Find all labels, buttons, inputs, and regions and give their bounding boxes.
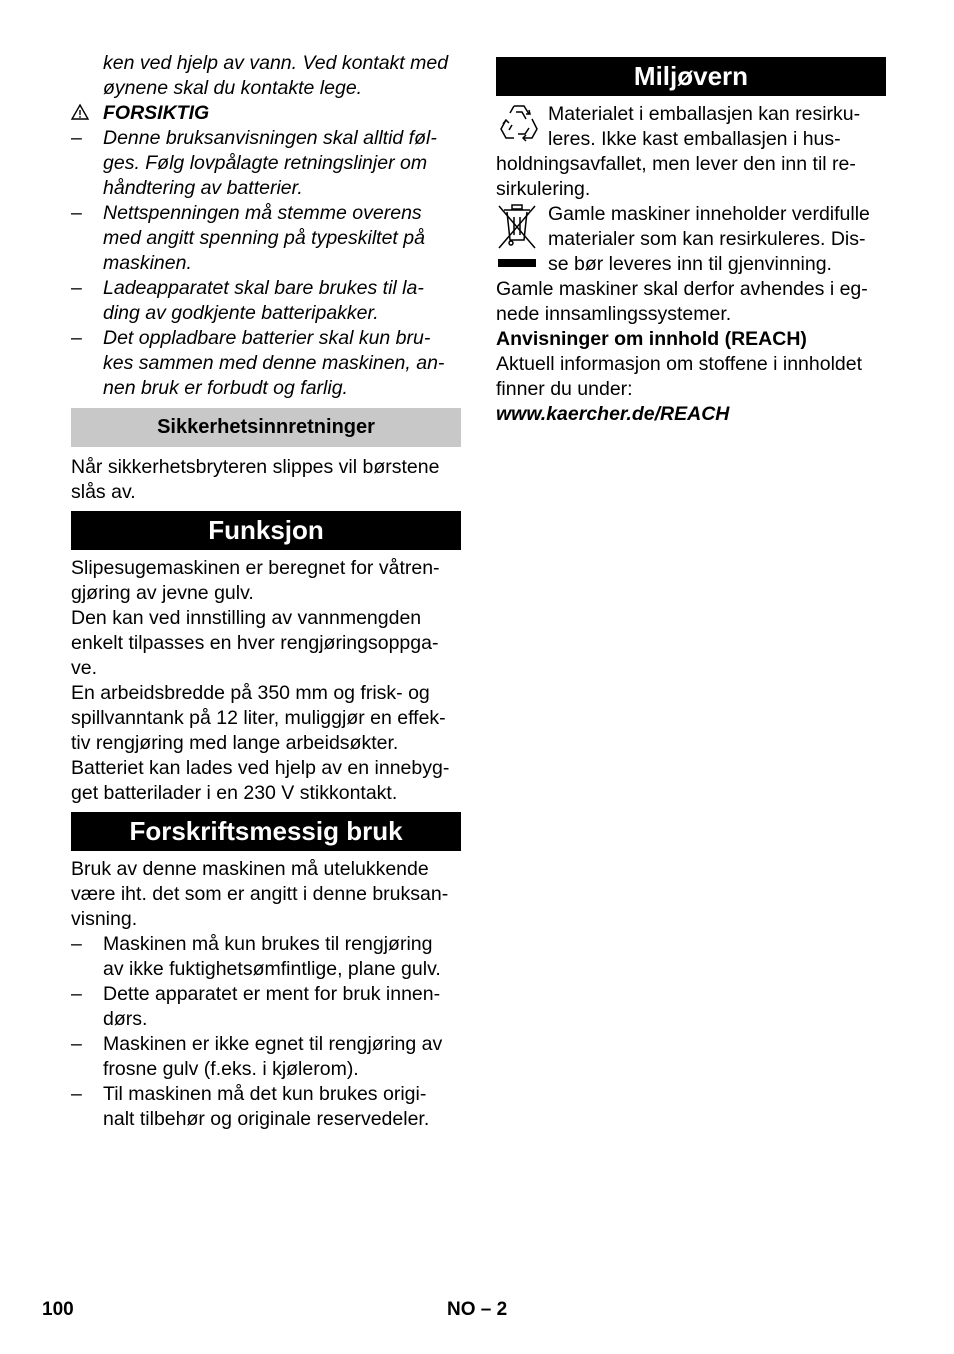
item-line: Nettspenningen må stemme overens xyxy=(103,202,422,224)
text-line: Aktuell informasjon om stoffene i innholdet xyxy=(496,353,863,375)
text-line: get batterilader i en 230 V stikkontakt. xyxy=(71,782,398,804)
item-line: Maskinen er ikke egnet til rengjøring av xyxy=(103,1033,443,1055)
item-line: håndtering av batterier. xyxy=(103,177,303,199)
item-line: Denne bruksanvisningen skal alltid føl- xyxy=(103,127,437,149)
use-item xyxy=(71,1082,461,1132)
language-page-label: NO – 2 xyxy=(447,1299,508,1320)
text-line: Når sikkerhetsbryteren slippes vil børstene xyxy=(71,456,440,478)
item-line: dørs. xyxy=(103,1008,148,1030)
intro-paragraph xyxy=(71,51,461,101)
text-line: Gamle maskiner skal derfor avhendes i eg- xyxy=(496,278,868,300)
text-line: tiv rengjøring med lange arbeidsøkter. xyxy=(71,732,399,754)
item-line: frosne gulv (f.eks. i kjølerom). xyxy=(103,1058,359,1080)
text-line: sirkulering. xyxy=(496,178,591,200)
text-line: Gamle maskiner inneholder verdifulle xyxy=(548,203,870,225)
item-line: Dette apparatet er ment for bruk innen- xyxy=(103,983,441,1005)
dash-marker: – xyxy=(71,327,82,349)
text-line: Materialet i emballasjen kan resirku- xyxy=(548,103,861,125)
text-line: Batteriet kan lades ved hjelp av en innebyg- xyxy=(71,757,450,779)
safety-paragraph xyxy=(71,455,461,505)
caution-item xyxy=(71,126,461,201)
warning-icon xyxy=(71,101,89,126)
dash-marker: – xyxy=(71,1083,82,1105)
text-line: leres. Ikke kast emballasjen i hus- xyxy=(548,128,841,150)
text-line: enkelt tilpasses en hver rengjøringsoppga- xyxy=(71,632,439,654)
item-line: ding av godkjente batteripakker. xyxy=(103,302,379,324)
reach-heading: Anvisninger om innhold (REACH) xyxy=(496,328,807,350)
item-line: Det oppladbare batterier skal kun bru- xyxy=(103,327,431,349)
environment-heading: Miljøvern xyxy=(496,57,886,96)
item-line: Maskinen må kun brukes til rengjøring xyxy=(103,933,433,955)
recycle-icon xyxy=(496,102,548,152)
crossed-bin-icon xyxy=(496,202,548,277)
text-line: være iht. det som er angitt i denne bruksan- xyxy=(71,883,449,905)
use-item xyxy=(71,932,461,982)
dash-marker: – xyxy=(71,983,82,1005)
item-line: nalt tilbehør og originale reservedeler. xyxy=(103,1108,430,1130)
text-line: Bruk av denne maskinen må utelukkende xyxy=(71,858,429,880)
text-line: visning. xyxy=(71,908,138,930)
item-line: nen bruk er forbudt og farlig. xyxy=(103,377,348,399)
dash-marker: – xyxy=(71,277,82,299)
text-line: Slipesugemaskinen er beregnet for våtren- xyxy=(71,557,440,579)
intended-use-heading: Forskriftsmessig bruk xyxy=(71,812,461,851)
reach-link[interactable]: www.kaercher.de/REACH xyxy=(496,403,730,425)
safety-heading: Sikkerhetsinnretninger xyxy=(71,408,461,447)
caution-item xyxy=(71,326,461,401)
dash-marker: – xyxy=(71,202,82,224)
caution-item xyxy=(71,276,461,326)
intro-line: øynene skal du kontakte lege. xyxy=(103,77,363,99)
use-item xyxy=(71,982,461,1032)
page-number: 100 xyxy=(42,1299,74,1320)
text-line: gjøring av jevne gulv. xyxy=(71,582,254,604)
text-line: slås av. xyxy=(71,481,136,503)
text-line: finner du under: xyxy=(496,378,633,400)
intended-use-paragraph xyxy=(71,857,461,932)
recycle-block xyxy=(496,102,886,202)
text-line: nede innsamlingssystemer. xyxy=(496,303,732,325)
caution-item xyxy=(71,201,461,276)
dash-marker: – xyxy=(71,1033,82,1055)
item-line: Til maskinen må det kun brukes origi- xyxy=(103,1083,427,1105)
item-line: kes sammen med denne maskinen, an- xyxy=(103,352,445,374)
text-line: Den kan ved innstilling av vannmengden xyxy=(71,607,422,629)
intro-line: ken ved hjelp av vann. Ved kontakt med xyxy=(103,52,449,74)
use-item xyxy=(71,1032,461,1082)
function-paragraph xyxy=(71,556,461,806)
caution-label-row xyxy=(71,101,461,126)
dash-marker: – xyxy=(71,127,82,149)
right-column xyxy=(496,57,886,427)
item-line: med angitt spenning på typeskiltet på xyxy=(103,227,425,249)
text-line: ve. xyxy=(71,657,98,679)
dash-marker: – xyxy=(71,933,82,955)
item-line: av ikke fuktighetsømfintlige, plane gulv. xyxy=(103,958,441,980)
item-line: Ladeapparatet skal bare brukes til la- xyxy=(103,277,424,299)
text-line: se bør leveres inn til gjenvinning. xyxy=(548,253,832,275)
item-line: maskinen. xyxy=(103,252,192,274)
text-line: spillvanntank på 12 liter, muliggjør en effek- xyxy=(71,707,446,729)
text-line: holdningsavfallet, men lever den inn til re- xyxy=(496,153,856,175)
function-heading: Funksjon xyxy=(71,511,461,550)
text-line: materialer som kan resirkuleres. Dis- xyxy=(548,228,866,250)
text-line: En arbeidsbredde på 350 mm og frisk- og xyxy=(71,682,430,704)
caution-label: FORSIKTIG xyxy=(103,102,210,124)
item-line: ges. Følg lovpålagte retningslinjer om xyxy=(103,152,428,174)
left-column xyxy=(71,51,461,1132)
weee-block xyxy=(496,202,886,327)
reach-paragraph xyxy=(496,352,886,402)
